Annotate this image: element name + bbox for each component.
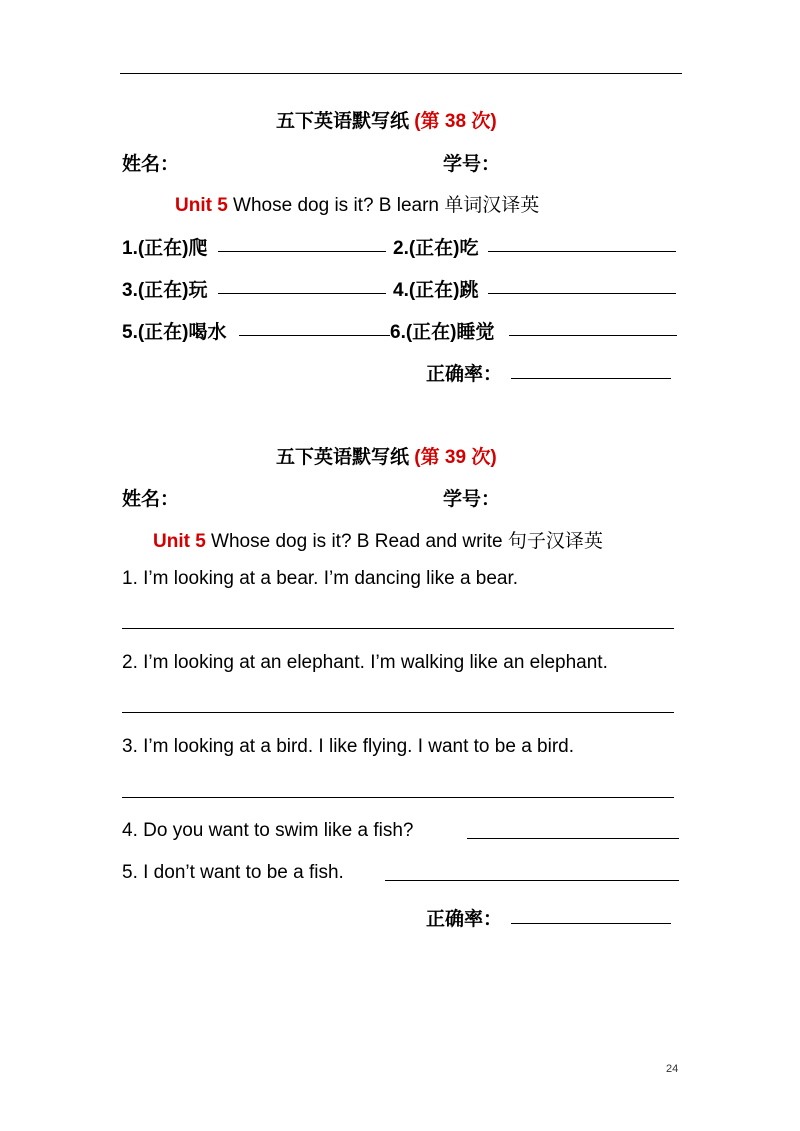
vocab-answer-line-6[interactable] <box>509 335 677 336</box>
sentence-answer-line-1[interactable] <box>122 628 674 629</box>
vocab-item-4: 4.(正在)跳 <box>393 280 479 301</box>
sheet1-title-number: (第 38 次) <box>414 111 497 132</box>
vocab-answer-line-2[interactable] <box>488 251 676 252</box>
vocab-answer-line-5[interactable] <box>239 335 390 336</box>
sheet1-accuracy-label: 正确率： <box>426 364 503 385</box>
sentence-1: 1. I’m looking at a bear. I’m dancing like a bear. <box>122 568 519 589</box>
vocab-item-2: 2.(正在)吃 <box>393 238 479 259</box>
vocab-item-6: 6.(正在)睡觉 <box>390 322 495 343</box>
sheet2-unit-heading <box>153 526 603 553</box>
sentence-answer-line-3[interactable] <box>122 797 674 798</box>
sentence-3: 3. I’m looking at a bird. I like flying. I want to be a bird. <box>122 736 575 757</box>
vocab-answer-line-4[interactable] <box>488 293 676 294</box>
sheet1-unit-text: Whose dog is it? B learn 单词汉译英 <box>227 195 540 216</box>
vocab-item-1: 1.(正在)爬 <box>122 238 208 259</box>
sheet2-title-main: 五下英语默写纸 <box>276 447 410 468</box>
sheet2-title-number: (第 39 次) <box>414 447 497 468</box>
sheet1-title-main: 五下英语默写纸 <box>276 111 410 132</box>
vocab-answer-line-3[interactable] <box>218 293 386 294</box>
sentence-answer-line-4[interactable] <box>467 838 679 839</box>
sheet1-accuracy-line[interactable] <box>511 378 671 379</box>
sentence-answer-line-5[interactable] <box>385 880 679 881</box>
sheet2-name-label: 姓名： <box>122 489 180 510</box>
sheet2-unit-label: Unit 5 <box>153 531 206 552</box>
sheet1-name-label: 姓名： <box>122 154 180 175</box>
vocab-answer-line-1[interactable] <box>218 251 386 252</box>
sheet2-accuracy-label: 正确率： <box>426 909 503 930</box>
sheet1-id-label: 学号： <box>443 154 501 175</box>
sentence-answer-line-2[interactable] <box>122 712 674 713</box>
sheet1-unit-label: Unit 5 <box>175 195 228 216</box>
page-number: 24 <box>666 1063 679 1075</box>
sheet2-id-label: 学号： <box>443 489 501 510</box>
header-rule <box>120 73 682 74</box>
sheet2-accuracy-line[interactable] <box>511 923 671 924</box>
sheet1-title <box>276 106 497 133</box>
sentence-2: 2. I’m looking at an elephant. I’m walking like an elephant. <box>122 652 608 673</box>
sheet2-unit-text: Whose dog is it? B Read and write 句子汉译英 <box>205 531 603 552</box>
sentence-4: 4. Do you want to swim like a fish? <box>122 820 414 841</box>
sheet1-unit-heading <box>175 190 539 217</box>
sentence-5: 5. I don’t want to be a fish. <box>122 862 344 883</box>
vocab-item-3: 3.(正在)玩 <box>122 280 208 301</box>
sheet2-title <box>276 442 497 469</box>
vocab-item-5: 5.(正在)喝水 <box>122 322 227 343</box>
